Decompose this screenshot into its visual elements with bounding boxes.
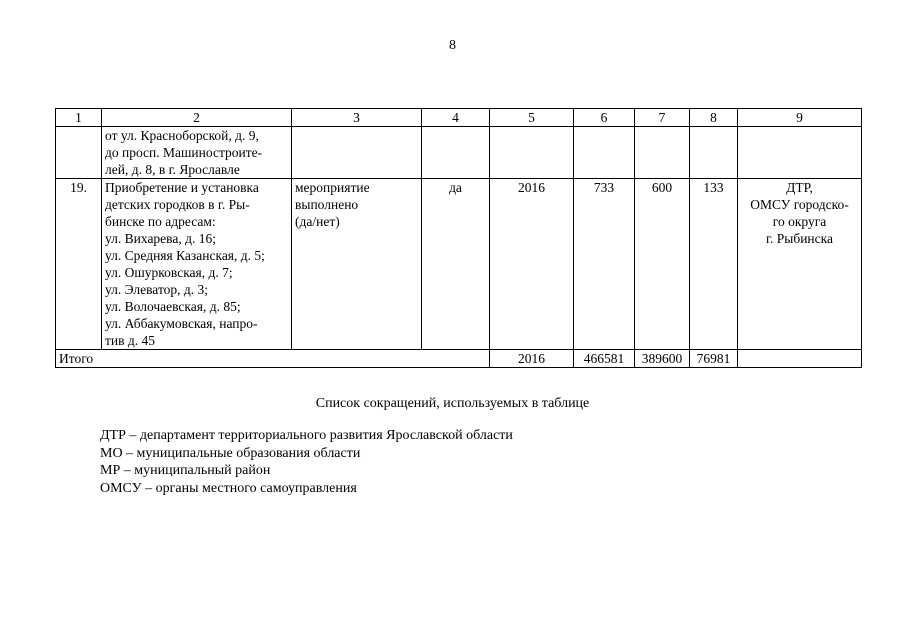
row-value-col6: 733 xyxy=(574,179,635,350)
abbreviations-list xyxy=(100,427,513,497)
page-number: 8 xyxy=(449,38,456,53)
header-cell: 4 xyxy=(422,109,490,127)
program-table xyxy=(55,108,862,368)
total-col6: 466581 xyxy=(574,350,635,368)
continuation-description: от ул. Красноборской, д. 9, до просп. Машиностроите- лей, д. 8, в г. Ярославле xyxy=(102,127,292,179)
abbreviations-title: Список сокращений, используемых в таблице xyxy=(315,396,590,411)
row-value-col4: да xyxy=(422,179,490,350)
header-cell: 9 xyxy=(738,109,862,127)
table-header-row xyxy=(56,109,862,127)
abbreviation-item: МР – муниципальный район xyxy=(100,463,271,478)
row-number: 19. xyxy=(56,179,102,350)
header-cell: 2 xyxy=(102,109,292,127)
header-cell: 5 xyxy=(490,109,574,127)
table-row-total xyxy=(56,350,862,368)
row-executor: ДТР, ОМСУ городско- го округа г. Рыбинска xyxy=(738,179,862,350)
header-cell: 7 xyxy=(635,109,690,127)
header-cell: 8 xyxy=(690,109,738,127)
header-cell: 6 xyxy=(574,109,635,127)
row-description: Приобретение и установка детских городков в г. Ры- бинске по адресам: ул. Вихарева, д. 16; ул. Средняя Казанская, д. 5; ул. Ошурковская, д. 7; ул. Элеватор, д. 3; ул. Волочаевская, д. 85; ул. Аббакумовская, напро- тив д. 45 xyxy=(102,179,292,350)
row-indicator: мероприятие выполнено (да/нет) xyxy=(292,179,422,350)
row-value-col5: 2016 xyxy=(490,179,574,350)
abbreviation-item: ДТР – департамент территориального развития Ярославской области xyxy=(100,428,513,443)
header-cell: 3 xyxy=(292,109,422,127)
header-cell: 1 xyxy=(56,109,102,127)
table-row-19 xyxy=(56,179,862,350)
total-col7: 389600 xyxy=(635,350,690,368)
row-value-col8: 133 xyxy=(690,179,738,350)
table-row-continuation xyxy=(56,127,862,179)
abbreviation-item: ОМСУ – органы местного самоуправления xyxy=(100,480,357,496)
row-value-col7: 600 xyxy=(635,179,690,350)
total-col5: 2016 xyxy=(490,350,574,368)
total-col8: 76981 xyxy=(690,350,738,368)
total-label: Итого xyxy=(56,350,490,368)
abbreviation-item: МО – муниципальные образования области xyxy=(100,445,361,461)
